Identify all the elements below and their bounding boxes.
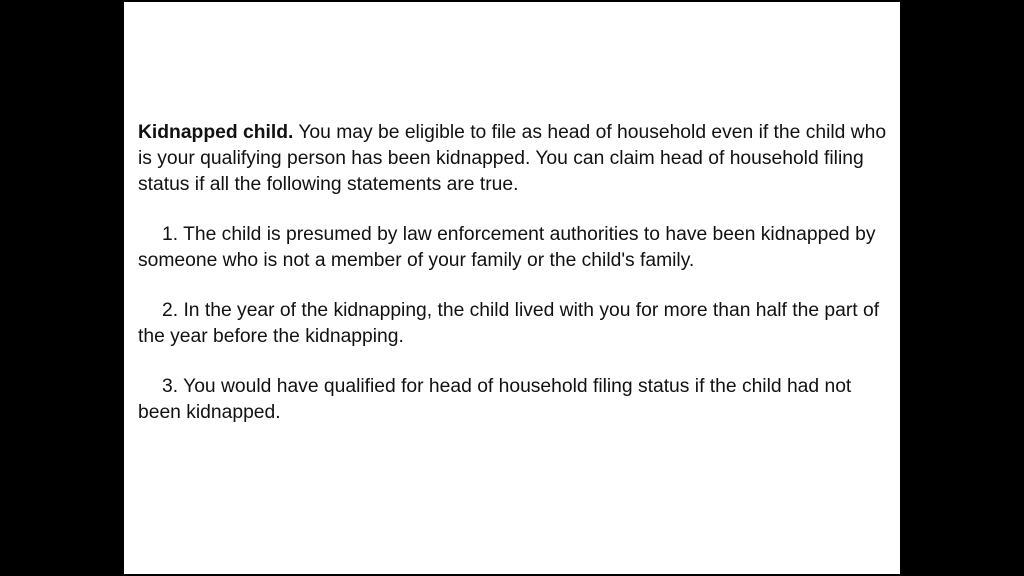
list-item-text: You would have qualified for head of household filing status if the child had not been kidnapped. — [138, 376, 852, 423]
list-item-number: 3. — [162, 376, 179, 397]
list-item-text: The child is presumed by law enforcement authorities to have been kidnapped by someone who is not a member of your family or the child's family. — [138, 224, 876, 271]
intro-paragraph — [138, 120, 888, 198]
intro-lead: Kidnapped child. — [138, 122, 294, 143]
list-item-number: 2. — [162, 300, 179, 321]
slide-content — [138, 120, 888, 450]
list-item-number: 1. — [162, 224, 179, 245]
list-item-text: In the year of the kidnapping, the child lived with you for more than half the part of the year before the kidnapping. — [138, 300, 880, 347]
list-item — [138, 298, 888, 350]
list-item — [138, 374, 888, 426]
intro-text: You may be eligible to file as head of household even if the child who is your qualifying person has been kidnapped. You can claim head of household filing status if all the following statements are true. — [138, 122, 887, 195]
slide — [124, 2, 900, 574]
list-item — [138, 222, 888, 274]
